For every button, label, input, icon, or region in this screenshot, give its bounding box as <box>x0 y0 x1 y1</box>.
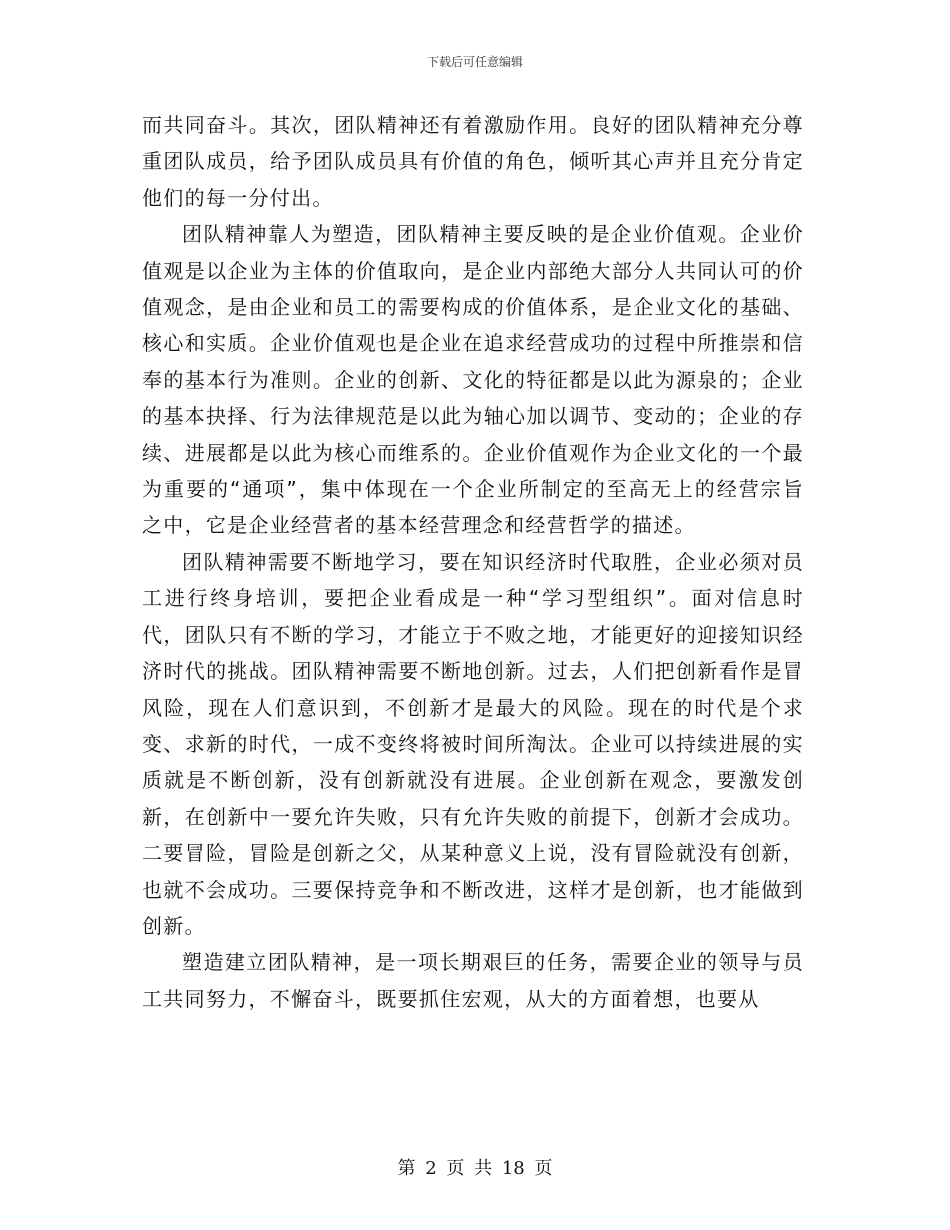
paragraph-building-team-spirit: 塑造建立团队精神，是一项长期艰巨的任务，需要企业的领导与员工共同努力，不懈奋斗，既要抓住宏观，从大的方面着想，也要从 <box>142 950 804 1011</box>
paragraph-continued: 而共同奋斗。其次，团队精神还有着激励作用。良好的团队精神充分尊重团队成员，给予团队成员具有价值的角色，倾听其心声并且充分肯定他们的每一分付出。 <box>142 113 804 210</box>
paragraph-learning-innovation: 团队精神需要不断地学习，要在知识经济时代取胜，企业必须对员工进行终身培训，要把企业看成是一种“学习型组织”。面对信息时代，团队只有不断的学习，才能立于不败之地，才能更好的迎接知识经济时代的挑战。团队精神需要不断地创新。过去，人们把创新看作是冒风险，现在人们意识到，不创新才是最大的风险。现在的时代是个求变、求新的时代，一成不变终将被时间所淘汰。企业可以持续进展的实质就是不断创新，没有创新就没有进展。企业创新在观念，要激发创新，在创新中一要允许失败，只有允许失败的前提下，创新才会成功。二要冒险，冒险是创新之父，从某种意义上说，没有冒险就没有创新，也就不会成功。三要保持竞争和不断改进，这样才是创新，也才能做到创新。 <box>142 549 804 938</box>
page-number-footer: 第 2 页 共 18 页 <box>397 1158 553 1179</box>
document-body <box>142 107 804 1017</box>
paragraph-values: 团队精神靠人为塑造，团队精神主要反映的是企业价值观。企业价值观是以企业为主体的价值取向，是企业内部绝大部分人共同认可的价值观念，是由企业和员工的需要构成的价值体系，是企业文化的基础、核心和实质。企业价值观也是企业在追求经营成功的过程中所推崇和信奉的基本行为准则。企业的创新、文化的特征都是以此为源泉的；企业的基本抉择、行为法律规范是以此为轴心加以调节、变动的；企业的存续、进展都是以此为核心而维系的。企业价值观作为企业文化的一个最为重要的“通项”，集中体现在一个企业所制定的至高无上的经营宗旨之中，它是企业经营者的基本经营理念和经营哲学的描述。 <box>142 222 804 538</box>
page-header-note: 下载后可任意编辑 <box>426 55 523 69</box>
